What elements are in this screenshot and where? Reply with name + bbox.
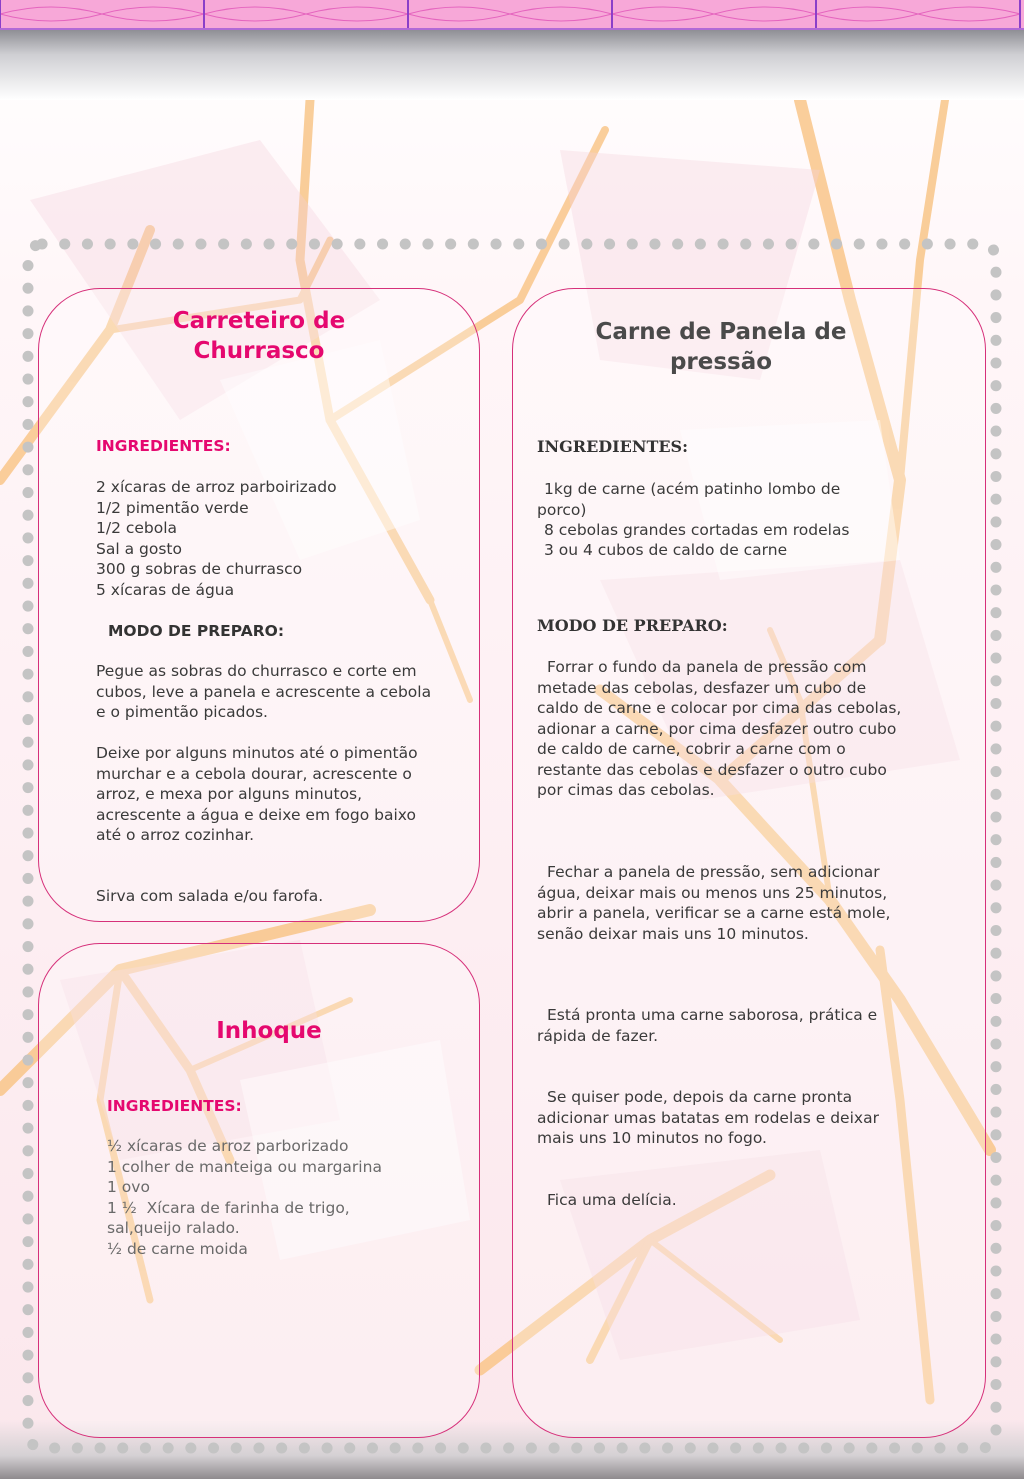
recipe1-step: Sirva com salada e/ou farofa.: [96, 887, 324, 905]
recipe1-ingredients-label: INGREDIENTES:: [96, 437, 231, 455]
recipe1-title: [58, 306, 460, 366]
ingredient-item: sal,queijo ralado.: [107, 1219, 240, 1237]
recipe3-title: Inhoque: [216, 1018, 322, 1044]
ingredient-item: Sal a gosto: [96, 539, 182, 558]
recipe1-ingredients-list: [96, 477, 337, 600]
recipe2-method-label: MODO DE PREPARO:: [537, 616, 728, 635]
ingredient-item: 1/2 pimentão verde: [96, 498, 249, 517]
ingredient-item: 1 ovo: [107, 1178, 150, 1196]
ingredient-item: 1 colher de manteiga ou margarina: [107, 1157, 382, 1176]
recipe3-ingredients-list: [107, 1136, 382, 1259]
ingredient-item: ½ xícaras de arroz parborizado: [107, 1137, 349, 1155]
recipe2-title-line2: pressão: [669, 349, 773, 375]
ingredient-item: ½ de carne moida: [107, 1239, 248, 1258]
ingredient-item: 1/2 cebola: [96, 519, 178, 537]
recipe1-method-label: MODO DE PREPARO:: [108, 622, 285, 640]
recipe2-title: [530, 317, 912, 377]
recipe2-ingredient-item: 3 ou 4 cubos de caldo de carne: [544, 541, 788, 559]
ingredient-item: 2 xícaras de arroz parboirizado: [96, 478, 337, 496]
ingredient-item: 300 g sobras de churrasco: [96, 560, 303, 578]
recipe1-step: Pegue as sobras do churrasco e corte em cubos, leve a panela e acrescente a cebola e o pimentão picados.: [96, 662, 432, 721]
recipe2-ingredients-label: INGREDIENTES:: [537, 437, 689, 456]
recipe2-ingredient-item: 8 cebolas grandes cortadas em rodelas: [544, 521, 850, 539]
recipe1-title-line1: Carreteiro de: [172, 308, 346, 334]
recipe1-step: Deixe por alguns minutos até o pimentão murchar e a cebola dourar, acrescente o arroz, e mexa por alguns minutos, acrescente a água e deixe em fogo baixo até o arroz cozinhar.: [96, 744, 418, 844]
recipe2-step: Se quiser pode, depois da carne pronta adicionar umas batatas em rodelas e deixar mais uns 10 minutos no fogo.: [537, 1088, 879, 1147]
recipe2-step: Fica uma delícia.: [547, 1191, 677, 1209]
ingredient-item: 5 xícaras de água: [96, 580, 235, 599]
recipe2-step: Fechar a panela de pressão, sem adicionar água, deixar mais ou menos uns 25 minutos, abrir a panela, verificar se a carne está mole, senão deixar mais uns 10 minutos.: [537, 863, 891, 943]
recipe2-title-line1: Carne de Panela de: [595, 319, 847, 345]
recipe2-ingredient-item: 1kg de carne (acém patinho lombo de porco): [537, 480, 841, 519]
recipe1-title-line2: Churrasco: [193, 338, 325, 364]
recipe2-step: Forrar o fundo da panela de pressão com metade das cebolas, desfazer um cubo de caldo de carne e colocar por cima das cebolas, adionar a carne, por cima desfazer outro cubo de caldo de carne, cobrir a carne com o restante das cebolas e desfazer o outro cubo por cimas das cebolas.: [537, 658, 902, 799]
recipe3-ingredients-label: INGREDIENTES:: [107, 1097, 242, 1115]
recipe2-step: Está pronta uma carne saborosa, prática e rápida de fazer.: [537, 1006, 878, 1045]
ingredient-item: 1 ½ Xícara de farinha de trigo,: [107, 1198, 350, 1217]
